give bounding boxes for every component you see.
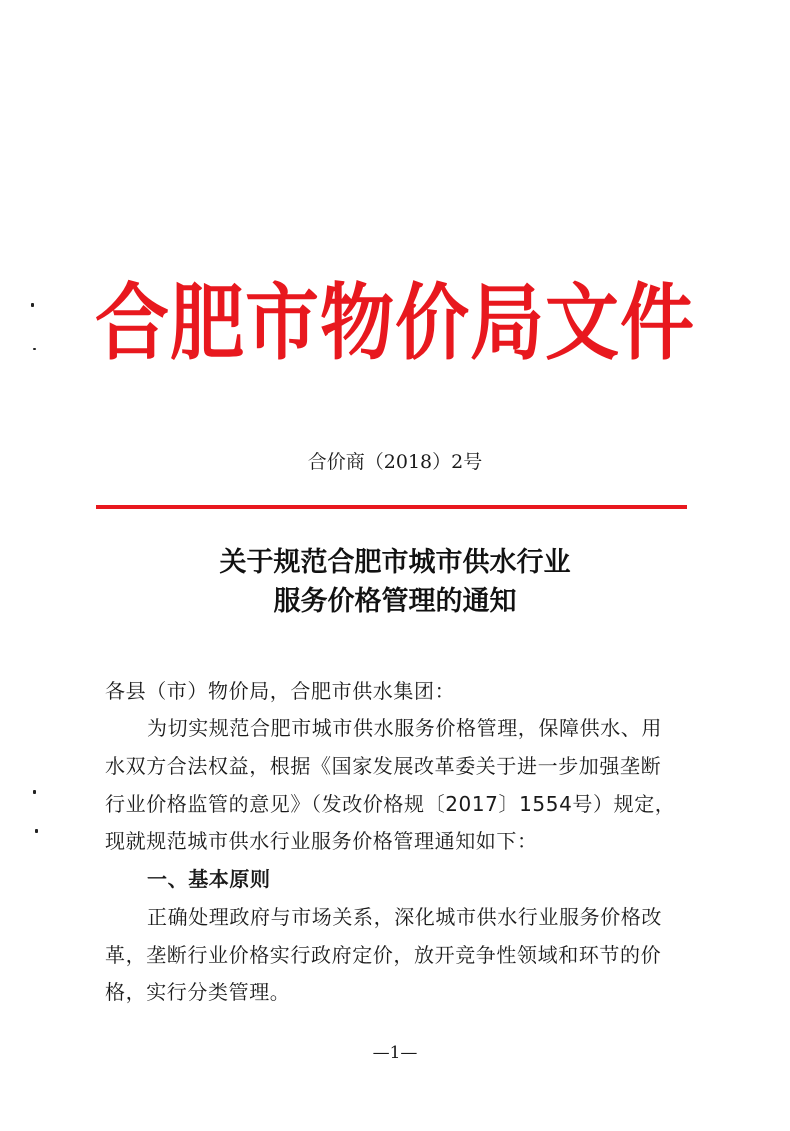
page-number: —1— xyxy=(372,1043,418,1063)
paragraph-2-line-2: 革，垄断行业价格实行政府定价，放开竞争性领域和环节的价 xyxy=(105,943,662,967)
paragraph-1-line-3: 行业价格监管的意见》（发改价格规〔2017〕1554号）规定， xyxy=(105,792,676,816)
scan-mark xyxy=(33,790,36,794)
paragraph-1-line-4: 现就规范城市供水行业服务价格管理通知如下： xyxy=(105,829,538,853)
paragraph-1-line-1: 为切实规范合肥市城市供水服务价格管理，保障供水、用 xyxy=(147,716,662,740)
paragraph-1-line-2: 水双方合法权益，根据《国家发展改革委关于进一步加强垄断 xyxy=(105,754,662,778)
document-title-line-1: 关于规范合肥市城市供水行业 xyxy=(219,547,571,578)
red-divider-rule xyxy=(96,505,687,509)
paragraph-2-line-3: 格，实行分类管理。 xyxy=(105,980,291,1004)
document-masthead: 合肥市物价局文件 xyxy=(95,275,695,372)
section-1-heading: 一、基本原则 xyxy=(147,867,271,891)
paragraph-2-line-1: 正确处理政府与市场关系，深化城市供水行业服务价格改 xyxy=(147,905,662,929)
document-number: 合价商（2018）2号 xyxy=(307,451,483,473)
document-title-line-2: 服务价格管理的通知 xyxy=(273,586,517,617)
salutation: 各县（市）物价局，合肥市供水集团： xyxy=(105,679,456,703)
scan-mark xyxy=(35,829,38,833)
